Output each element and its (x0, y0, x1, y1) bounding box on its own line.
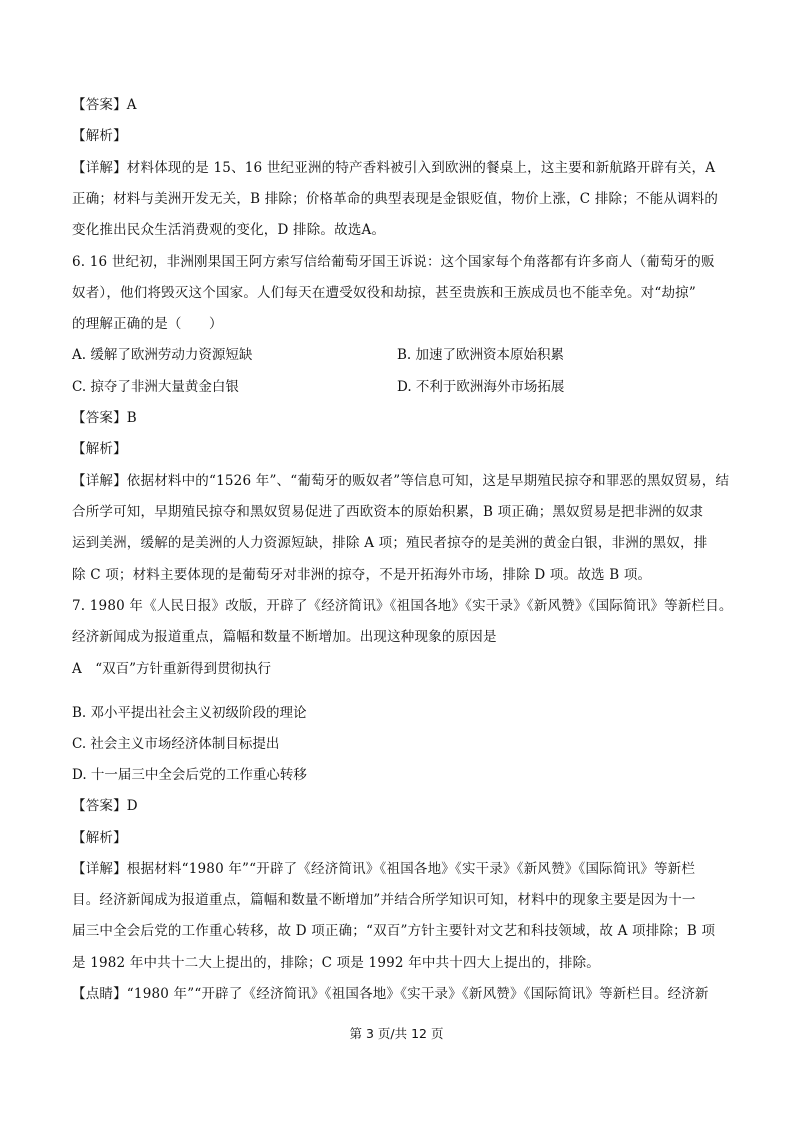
detail-paragraph-line: 是 1982 年中共十二大上提出的，排除；C 项是 1992 年中共十四大上提出的，排除。 (72, 955, 600, 971)
question-7-stem-line: 经济新闻成为报道重点，篇幅和数量不断增加。出现这种现象的原因是 (72, 629, 497, 645)
detail-paragraph-line: 除 C 项；材料主要体现的是葡萄牙对非洲的掠夺，不是开拓海外市场，排除 D 项。故选 B 项。 (72, 567, 652, 583)
answer-label: 【答案】A (72, 97, 137, 113)
question-6-stem-line: 的理解正确的是（ ） (72, 316, 223, 332)
comment-paragraph-line: 【点睛】“1980 年”“开辟了《经济简讯》《祖国各地》《实干录》《新风赞》《国际简讯》等新栏目。经济新 (72, 986, 709, 1002)
detail-paragraph-line: 目。经济新闻成为报道重点，篇幅和数量不断增加”并结合所学知识可知，材料中的现象主要是因为十一 (72, 892, 696, 908)
question-6-stem-line: 奴者），他们将毁灭这个国家。人们每天在遭受奴役和劫掠，甚至贵族和王族成员也不能幸免。对“劫掠” (72, 285, 696, 301)
question-6-option-a: A. 缓解了欧洲劳动力资源短缺 (72, 347, 253, 363)
detail-paragraph-line: 运到美洲，缓解的是美洲的人力资源短缺，排除 A 项；殖民者掠夺的是美洲的黄金白银，非洲的黑奴，排 (72, 535, 708, 551)
detail-paragraph-line: 【详解】依据材料中的“1526 年”、“葡萄牙的贩奴者”等信息可知，这是早期殖民掠夺和罪恶的黑奴贸易，结 (72, 473, 730, 489)
detail-paragraph-line: 变化推出民众生活消费观的变化，D 排除。故选A。 (72, 222, 386, 238)
detail-paragraph-line: 合所学可知，早期殖民掠夺和黑奴贸易促进了西欧资本的原始积累，B 项正确；黑奴贸易是把非洲的奴隶 (72, 504, 704, 520)
detail-paragraph-line: 【详解】根据材料“1980 年”“开辟了《经济简讯》《祖国各地》《实干录》《新风赞》《国际简讯》等新栏 (72, 861, 696, 877)
question-6-option-d: D. 不利于欧洲海外市场拓展 (397, 379, 565, 395)
page-number-footer: 第 3 页/共 12 页 (349, 1026, 444, 1041)
analysis-label: 【解析】 (72, 441, 127, 457)
question-7-stem-line: 7. 1980 年《人民日报》改版，开辟了《经济简讯》《祖国各地》《实干录》《新风赞》《国际简讯》等新栏目。 (72, 598, 733, 614)
question-6-option-c: C. 掠夺了非洲大量黄金白银 (72, 379, 239, 395)
question-7-option-b: B. 邓小平提出社会主义初级阶段的理论 (72, 705, 307, 721)
answer-label: 【答案】D (72, 798, 138, 814)
question-7-option-c: C. 社会主义市场经济体制目标提出 (72, 736, 280, 752)
question-7-option-a: A “双百”方针重新得到贯彻执行 (72, 661, 272, 677)
question-7-option-d: D. 十一届三中全会后党的工作重心转移 (72, 767, 307, 783)
detail-paragraph-line: 正确；材料与美洲开发无关，B 排除；价格革命的典型表现是金银贬值，物价上涨，C 排除；不能从调料的 (72, 191, 719, 207)
question-6-stem-line: 6. 16 世纪初，非洲刚果国王阿方索写信给葡萄牙国王诉说：这个国家每个角落都有许多商人（葡萄牙的贩 (72, 254, 715, 270)
question-6-option-b: B. 加速了欧洲资本原始积累 (397, 347, 565, 363)
detail-paragraph-line: 【详解】材料体现的是 15、16 世纪亚洲的特产香料被引入到欧洲的餐桌上，这主要和新航路开辟有关，A (72, 160, 716, 176)
detail-paragraph-line: 届三中全会后党的工作重心转移，故 D 项正确；“双百”方针主要针对文艺和科技领域，故 A 项排除；B 项 (72, 923, 716, 939)
analysis-label: 【解析】 (72, 128, 127, 144)
answer-label: 【答案】B (72, 410, 137, 426)
analysis-label: 【解析】 (72, 830, 127, 846)
